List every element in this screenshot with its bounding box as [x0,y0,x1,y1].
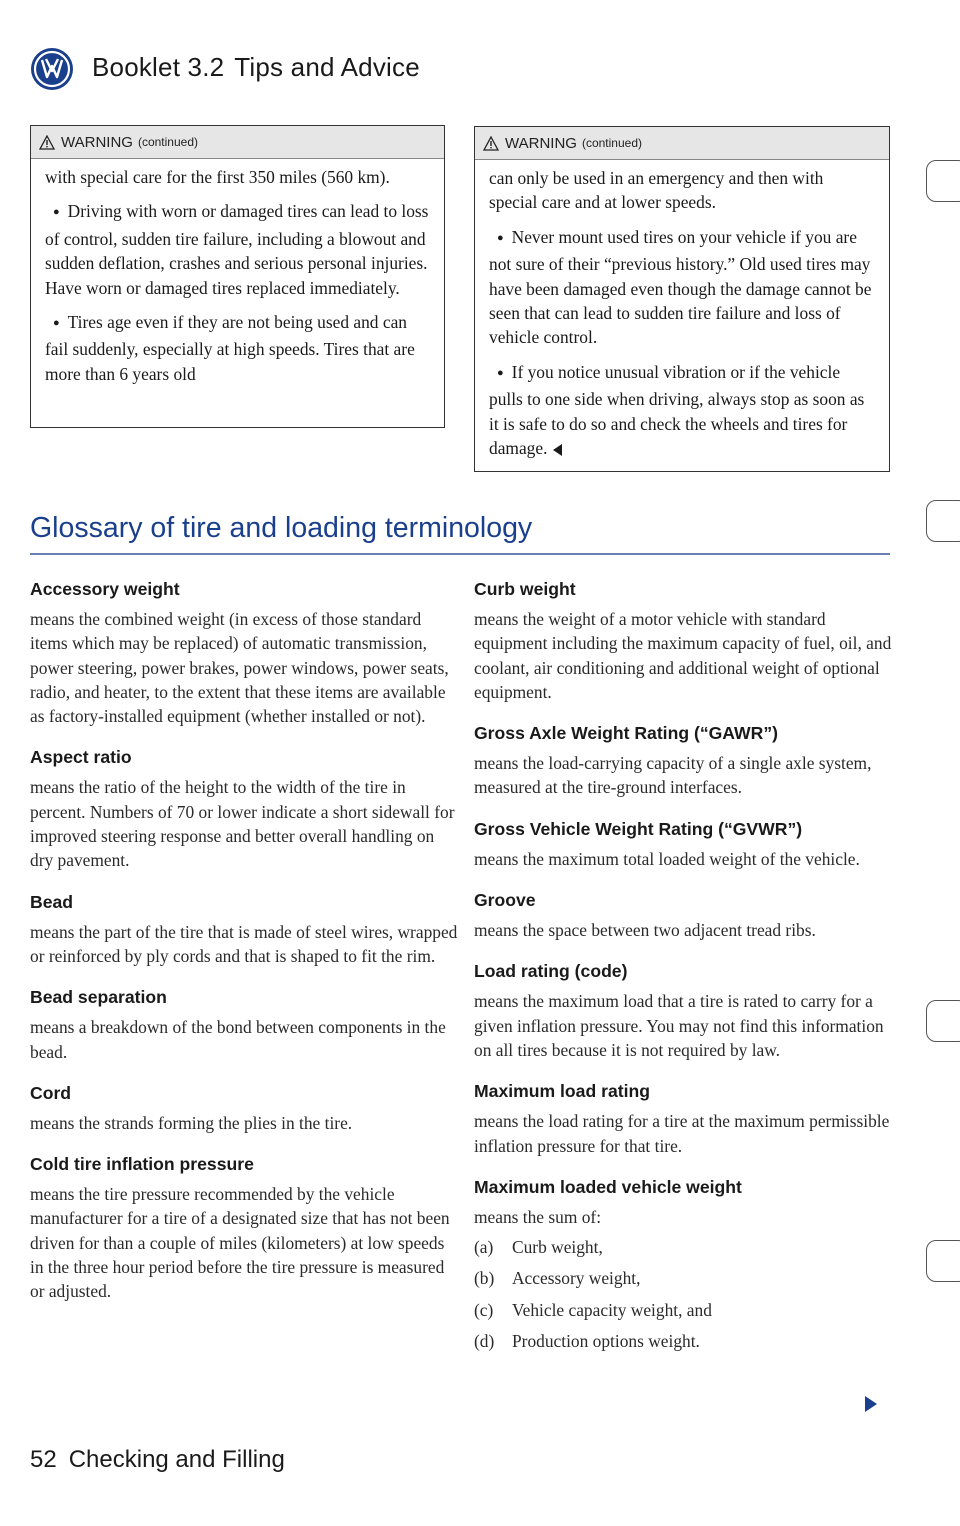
warning-bullet: ● Never mount used tires on your vehicle if you are not sure of their “previous history.” Old used tires may have been damaged even though the damage cannot be seen that can lead to sudden tire failure and loss of vehicle control. [489,225,875,350]
warning-triangle-icon [483,136,499,151]
warning-bullet: ● Tires age even if they are not being used and can fail suddenly, especially at high speeds. Tires that are more than 6 years old [45,310,430,386]
warning-label: WARNING [61,133,133,151]
warning-continued: (continued) [137,135,198,149]
glossary-term: Bead separation [30,987,167,1008]
warning-header [31,126,444,159]
glossary-definition: means the maximum load that a tire is rated to carry for a given inflation pressure. You may not find this information on all tires because it is not required by law. [474,991,884,1060]
vw-logo-icon [30,47,74,91]
glossary-definition: means the space between two adjacent tread ribs. [474,920,816,941]
next-page-arrow-icon [865,1396,877,1412]
warning-label: WARNING [505,134,577,152]
list-item-text: Vehicle capacity weight, and [512,1299,712,1320]
page-edge-tab [926,1000,960,1042]
glossary-title: Glossary of tire and loading terminology [30,512,533,544]
warning-body [475,160,889,468]
warning-paragraph: with special care for the first 350 miles (560 km). [45,167,390,187]
list-item [474,1235,902,1259]
list-item [474,1266,902,1290]
glossary-definition: means a breakdown of the bond between components in the bead. [30,1017,446,1062]
warning-paragraph: can only be used in an emergency and then with special care and at lower speeds. [489,168,824,213]
page-edge-tab [926,500,960,542]
page-number: 52 [30,1446,57,1473]
glossary-term: Cold tire inflation pressure [30,1154,254,1175]
warning-bullet-text: ● If you notice unusual vibration or if the vehicle pulls to one side when driving, always stop as soon as it is safe to do so and check the wheels and tires for damage. [489,362,864,458]
title-divider [30,553,890,555]
glossary-term: Groove [474,890,536,911]
glossary-definition: means the strands forming the plies in the tire. [30,1112,353,1133]
warning-body [31,159,444,394]
chapter-title: Checking and Filling [68,1446,285,1473]
glossary-definition: means the combined weight (in excess of those standard items which may be replaced) of automatic transmission, power steering, power brakes, power windows, power seats, radio, and heater, to the extent that these items are available as factory-installed equipment (whether installed or not). [30,609,449,727]
glossary-term: Load rating (code) [474,961,628,982]
warning-bullet-end [489,360,875,461]
page-footer [30,1446,285,1474]
booklet-title-text: Tips and Advice [234,52,420,82]
glossary-definition: means the sum of: [474,1206,602,1227]
glossary-term: Maximum loaded vehicle weight [474,1176,742,1197]
warning-box-right [474,126,890,472]
glossary-term: Accessory weight [30,579,180,599]
warning-triangle-icon [39,135,55,150]
end-of-section-icon [553,444,562,456]
list-item-text: Curb weight, [512,1237,603,1258]
glossary-definition: means the load-carrying capacity of a single axle system, measured at the tire-ground interfaces. [474,753,872,798]
list-item [474,1329,902,1353]
list-item-label: (d) [474,1331,495,1352]
glossary-term: Cord [30,1082,72,1103]
list-item-text: Accessory weight, [512,1268,641,1289]
warning-bullet: ● Driving with worn or damaged tires can lead to loss of control, sudden tire failure, including a blowout and sudden deflation, crashes and serious personal injuries. Have worn or damaged tires replaced immediately. [45,199,430,300]
glossary-definition: means the part of the tire that is made of steel wires, wrapped or reinforced by ply cords and that is shaped to fit the rim. [30,921,458,966]
list-item-label: (a) [474,1237,494,1258]
list-item-label: (c) [474,1299,494,1320]
glossary-definition: means the maximum total loaded weight of the vehicle. [474,848,860,869]
glossary-term: Gross Axle Weight Rating (“GAWR”) [474,723,778,744]
glossary-term: Maximum load rating [474,1081,650,1102]
warning-header [475,127,889,160]
glossary-term: Gross Vehicle Weight Rating (“GVWR”) [474,818,803,839]
list-item [474,1298,902,1322]
glossary-definition: means the ratio of the height to the width of the tire in percent. Numbers of 70 or lower indicate a short sidewall for improved steering response and better overall handling on dry pavement. [30,777,455,871]
glossary-definition: means the weight of a motor vehicle with standard equipment including the maximum capacity of fuel, oil, and coolant, air conditioning and additional weight of optional equipment. [474,609,892,702]
glossary-column-left [30,578,458,1322]
warning-box-left [30,125,445,428]
page-edge-tab [926,1240,960,1282]
glossary-definition: means the load rating for a tire at the maximum permissible inflation pressure for that tire. [474,1111,890,1156]
warning-continued: (continued) [581,136,642,150]
list-item-label: (b) [474,1268,495,1289]
list-item-text: Production options weight. [512,1331,700,1352]
glossary-term: Aspect ratio [30,747,132,768]
booklet-number: Booklet 3.2 [92,52,225,82]
glossary-column-right [474,578,902,1360]
glossary-definition: means the tire pressure recommended by the vehicle manufacturer for a tire of a designated size that has not been driven for than a couple of miles (kilometers) at low speeds in the three hour period before the tire pressure is measured or adjusted. [30,1184,450,1302]
glossary-term: Curb weight [474,579,576,599]
glossary-term: Bead [30,891,74,912]
page-edge-tab [926,160,960,202]
booklet-title [92,52,420,83]
